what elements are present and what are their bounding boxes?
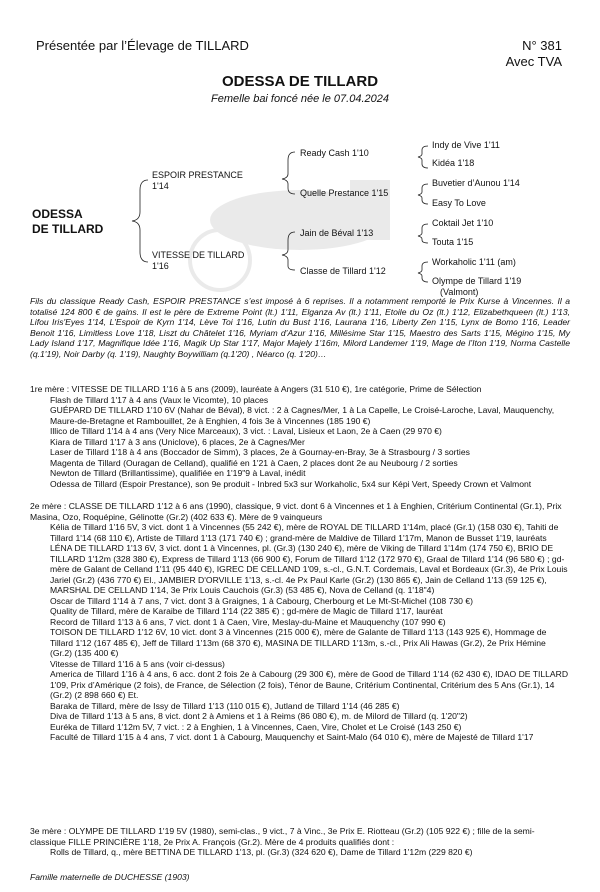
dam-sire: Jain de Béval 1'13	[300, 228, 374, 238]
offspring-line: Odessa de Tillard (Espoir Prestance), son 9e produit - Inbred 5x3 sur Workaholic, 5x4 sur Képi Vert, Speedy Crown et Valmont	[50, 478, 532, 489]
sd-sire: Buvetier d’Aunou 1'14	[432, 178, 520, 188]
sire-sire: Ready Cash 1'10	[300, 148, 369, 158]
offspring-line: GUÉPARD DE TILLARD 1'10 6V (Nahar de Béval), 8 vict. : 2 à Cagnes/Mer, 1 à La Capelle, Le Croisé-Laroche, Laval, Mauquenchy, Maure-de-Bretagne et Rambouillet, 2e à Enghien, 4 fois 3e à Vincennes (185 190 €)	[50, 405, 555, 426]
dd-sire: Workaholic 1'11 (am)	[432, 257, 516, 267]
page-title: ODESSA DE TILLARD	[221, 73, 379, 90]
offspring-line: Magenta de Tillard (Ouragan de Celland), qualifié en 1'21 à Caen, 2 places dont 2e au Neubourg / 2 sorties	[50, 457, 458, 468]
dd-dam-name: Olympe de Tillard 1'19	[432, 276, 522, 286]
dam-record: 1'16	[152, 261, 169, 271]
offspring-line: Quality de Tillard, mère de Karaibe de Tillard 1'14 (22 385 €) ; gd-mère de Magic de Tillard 1'17, lauréat	[50, 606, 443, 616]
tva-label: Avec TVA	[505, 54, 562, 69]
sire-description: Fils du classique Ready Cash, ESPOIR PRESTANCE s’est imposé à 6 reprises. Il a notamment remporté le Prix Kurse à Vincennes. Il a totalisé 124 800 € de gains. Il est le père de Extreme Point (lt.) 1'11, Elganza Av (lt.) 1'11, Etoile du Oz (lt.) 1'12, Elizabethqueen (lt.) 1'13, Lifou Iris'Eyes 1'14, L'Espoir de Kyrn 1'14, Lève Toi 1'16, Lutin du Bust 1'16, Laurana 1'16, Liberty Zen 1'15, Lynx de Bomo 1'16, Leader Benoit 1'16, Limitless Love 1'18, Liszt du Châtelet 1'16, Myriam d’Azur 1'16, Millésime Star 1'15, Maestro des Sarts 1'15, Mégino 1'15, My Lady Island 1'17, Magnifique Idée 1'16, Magik Up Star 1'17, Major Majely 1'16m, Milord Landemer 1'19, Mage de l’Iton 1'19, Norma Castelle (q.1'19), Noir Darby (q. 1'19), Naughty Boywilliam (q.1'20) , Néarco (q. 1'20)…	[30, 296, 570, 359]
horse-name-line1: ODESSA	[32, 207, 83, 221]
offspring-line: Flash de Tillard 1'17 à 4 ans (Vaux le Vicomte), 10 places	[50, 394, 269, 405]
pedigree-horse-name	[32, 207, 103, 237]
ss-dam: Kidéa 1'18	[432, 158, 475, 168]
presenter: Présentée par l’Élevage de TILLARD	[36, 38, 249, 53]
offspring-line: Euréka de Tillard 1'12m 5V, 7 vict. : 2 à Enghien, 1 à Vincennes, Caen, Vire, Cholet et Le Croisé (143 250 €)	[50, 721, 462, 732]
offspring-line: LÉNA DE TILLARD 1'13 6V, 3 vict. dont 1 à Vincennes, pl. (Gr.3) (130 240 €), mère de Viking de Tillard 1'14m (174 750 €), BRIO DE TILLARD 1'12m (328 380 €), Express de Tillard 1'13 (66 900 €), Forum de Tillard 1'12 (172 970 €), Graal de Tillard 1'14 (96 580 €) ; gd-mère de Galant de Celland 1'11 (95 440 €), IGREC DE CELLAND 1'09, s.-cl., G.N.T. Cordemais, Laval et Bordeaux (Gr.3), 4e Prix Louis Jariel (Gr.2) (436 770 €) El., JAMBIER D'ORVILLE 1'13, s.-cl. 4e Px Paul Karle (Gr.2) (130 865 €), Jain de Celland 1'13 (59 125 €), MARSHAL DE CELLAND 1'14, 3e Prix Louis Cauchois (Gr.3) (53 485 €), Nova de Celland (q. 1'18"4)	[50, 543, 568, 595]
dd-dam-sire: (Valmont)	[440, 287, 479, 297]
second-dam-section	[30, 501, 570, 743]
offspring-line: Kélia de Tillard 1'16 5V, 3 vict. dont 1 à Vincennes (55 242 €), mère de ROYAL DE TILLARD 1'14m, placé (Gr.1) (158 030 €), Tahiti de Tillard 1'14 (68 110 €), Artiste de Tillard 1'13 (171 740 €) ; grand-mère de Maldive de Tillard 1'17m, Manon de Busset 1'19, lauréats	[50, 522, 559, 543]
second-dam-heading: 2e mère : CLASSE DE TILLARD 1'12 à 6 ans (1990), classique, 9 vict. dont 6 à Vincennes et 1 à Enghien, Critérium Continental (Gr.1), Prix Masina, Ozo, Roquépine, Gélinotte (Gr.2) (402 633 €). Mère de 9 vainqueurs	[30, 501, 562, 522]
sd-dam: Easy To Love	[432, 198, 486, 208]
offspring-line: Record de Tillard 1'13 à 6 ans, 7 vict. dont 1 à Caen, Vire, Meslay-du-Maine et Mauquenchy (107 990 €)	[50, 616, 446, 627]
page-subtitle: Femelle bai foncé née le 07.04.2024	[211, 93, 389, 105]
offspring-line: Laser de Tillard 1'18 à 4 ans (Boccador de Simm), 3 places, 2e à Gournay-en-Bray, 3e à Strasbourg / 3 sorties	[50, 447, 470, 457]
offspring-line: Newton de Tillard (Brillantissime), qualifiée en 1'19"9 à Laval, inédit	[50, 468, 306, 478]
offspring-line: Rolls de Tillard, q., mère BETTINA DE TILLARD 1'13, pl. (Gr.3) (324 620 €), Dame de Tillard 1'12m (229 820 €)	[50, 847, 473, 857]
lot-number: N° 381	[522, 38, 562, 53]
sire-name: ESPOIR PRESTANCE	[152, 170, 243, 180]
offspring-line: Illico de Tillard 1'14 à 4 ans (Very Nice Marceaux), 3 vict. : Laval, Lisieux et Laon, 2e à Caen (29 970 €)	[50, 426, 442, 436]
dam-dam: Classe de Tillard 1'12	[300, 266, 386, 276]
ds-sire: Coktail Jet 1'10	[432, 218, 494, 228]
offspring-line: America de Tillard 1'16 à 4 ans, 6 acc. dont 2 fois 2e à Cabourg (29 300 €), mère de Good de Tillard 1'14 (62 430 €), IDAO DE TILLARD 1'09, Prix d’Amérique (2 fois), de France, de Sélection (2 fois), Ténor de Baune, Critérium Continental, Critérium des 5 Ans (Gr.1), 14 (Gr.2) (2 898 660 €) Et.	[50, 669, 569, 700]
horse-name-line2: DE TILLARD	[32, 222, 104, 236]
offspring-line: Vitesse de Tillard 1'16 à 5 ans (voir ci-dessus)	[50, 658, 225, 669]
sire-dam: Quelle Prestance 1'15	[300, 188, 389, 198]
first-dam-heading: 1re mère : VITESSE DE TILLARD 1'16 à 5 ans (2009), lauréate à Angers (31 510 €), 1re catégorie, Prime de Sélection	[30, 384, 482, 394]
offspring-line: TOISON DE TILLARD 1'12 6V, 10 vict. dont 3 à Vincennes (215 000 €), mère de Galante de Tillard 1'13 (143 925 €), Hommage de Tillard 1'12 (167 485 €), Jeff de Tillard 1'13m (68 370 €), MASINA DE TILLARD 1'13m, s.-cl., Prix Ali Hawas (Gr.2), 2e Prix Hémine (Gr.2) (135 400 €)	[50, 627, 547, 658]
sire-record: 1'14	[152, 181, 169, 191]
offspring-line: Kiara de Tillard 1'17 à 3 ans (Uniclove), 6 places, 2e à Cagnes/Mer	[50, 436, 305, 447]
dam	[152, 250, 244, 272]
third-dam-section	[30, 826, 570, 858]
ss-sire: Indy de Vive 1'11	[432, 140, 500, 150]
first-dam-section	[30, 384, 570, 489]
dam-name: VITESSE DE TILLARD	[152, 250, 245, 260]
third-dam-heading: 3e mère : OLYMPE DE TILLARD 1'19 5V (1980), semi-clas., 9 vict., 7 à Vinc., 3e Prix E. Riotteau (Gr.2) (105 922 €) ; fille de la semi-classique FILLE PRINCIÈRE 1'18, 2e Prix A. François (Gr.2). Mère de 4 produits qualifiés dont :	[30, 826, 535, 847]
offspring-line: Faculté de Tillard 1'15 à 4 ans, 7 vict. dont 1 à Cabourg, Mauquenchy et Saint-Malo (64 010 €), mère de Majesté de Tillard 1'17	[50, 732, 534, 742]
offspring-line: Oscar de Tillard 1'14 à 7 ans, 7 vict. dont 3 à Graignes, 1 à Cabourg, Cherbourg et Le Mt-St-Michel (108 730 €)	[50, 595, 473, 606]
ds-dam: Touta 1'15	[432, 237, 474, 247]
dd-dam	[432, 276, 521, 298]
offspring-line: Baraka de Tillard, mère de Issy de Tillard 1'13 (110 015 €), Jutland de Tillard 1'14 (46 285 €)	[50, 700, 400, 711]
sire	[152, 170, 243, 192]
offspring-line: Diva de Tillard 1'13 à 5 ans, 8 vict. dont 2 à Amiens et 1 à Reims (86 080 €), m. de Milord de Tillard (q. 1'20"2)	[50, 711, 468, 721]
maternal-family: Famille maternelle de DUCHESSE (1903)	[30, 872, 190, 882]
